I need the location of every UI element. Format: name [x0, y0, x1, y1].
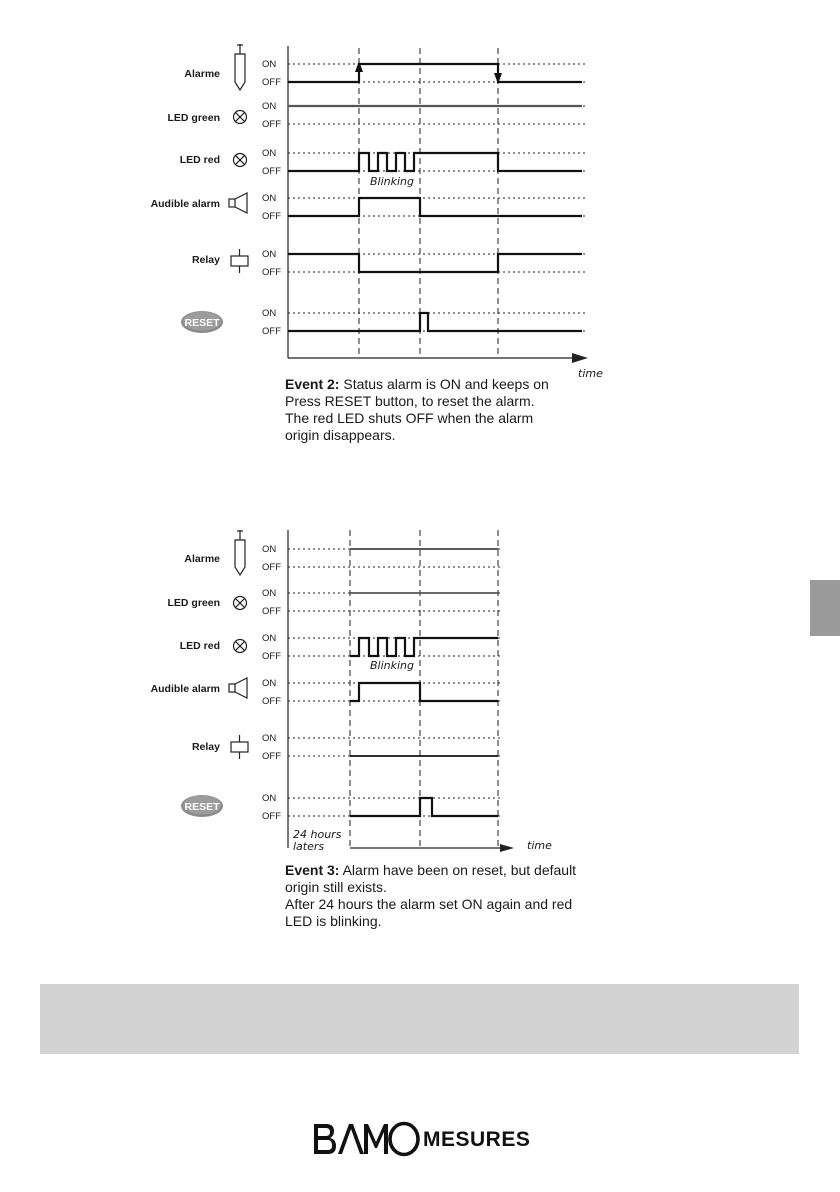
svg-text:ON: ON: [262, 308, 277, 319]
caption-line: origin still exists.: [285, 879, 387, 895]
channel-label-alarme: Alarme: [184, 68, 220, 80]
channel-label-relay: Relay: [191, 254, 220, 266]
channel-label-relay: Relay: [191, 741, 220, 753]
channel-label-audible-alarm: Audible alarm: [150, 683, 220, 695]
blinking-label: Blinking: [370, 659, 415, 672]
svg-text:ON: ON: [262, 793, 277, 804]
channel-label-alarme: Alarme: [184, 553, 220, 565]
svg-text:OFF: OFF: [262, 751, 281, 762]
svg-text:ON: ON: [262, 678, 277, 689]
svg-text:ON: ON: [262, 101, 277, 112]
caption-title: Event 3:: [285, 862, 340, 878]
reset-button-icon: [181, 795, 223, 817]
svg-text:OFF: OFF: [262, 211, 281, 222]
svg-text:OFF: OFF: [262, 326, 281, 337]
caption-line: After 24 hours the alarm set ON again and red: [285, 896, 573, 912]
svg-text:OFF: OFF: [262, 77, 281, 88]
svg-text:OFF: OFF: [262, 651, 281, 662]
caption-line: Press RESET button, to reset the alarm.: [285, 393, 535, 409]
svg-text:ON: ON: [262, 633, 277, 644]
svg-text:ON: ON: [262, 59, 277, 70]
caption-event-3: [285, 862, 605, 930]
caption-line: Alarm have been on reset, but default: [342, 862, 577, 878]
caption-line: origin disappears.: [285, 427, 396, 443]
time-arrow-icon: [500, 844, 514, 852]
channel-label-led-red: LED red: [179, 640, 220, 652]
svg-text:OFF: OFF: [262, 267, 281, 278]
svg-text:OFF: OFF: [262, 562, 281, 573]
svg-text:ON: ON: [262, 544, 277, 555]
bamo-logo: [310, 1120, 530, 1160]
probe-icon: [235, 530, 245, 575]
channel-label-led-red: LED red: [179, 154, 220, 166]
svg-text:ON: ON: [262, 193, 277, 204]
svg-text:ON: ON: [262, 249, 277, 260]
horn-icon: [229, 678, 247, 698]
later-label: 24 hours: [293, 828, 342, 841]
svg-text:ON: ON: [262, 733, 277, 744]
channel-label-led-green: LED green: [167, 112, 220, 124]
caption-line: Status alarm is ON and keeps on: [343, 376, 549, 392]
caption-line: The red LED shuts OFF when the alarm: [285, 410, 534, 426]
caption-title: Event 2:: [285, 376, 340, 392]
reset-button-label: RESET: [184, 801, 220, 813]
svg-text:ON: ON: [262, 588, 277, 599]
channel-label-audible-alarm: Audible alarm: [150, 198, 220, 210]
logo-wordmark: MESURES: [423, 1128, 531, 1151]
svg-text:ON: ON: [262, 148, 277, 159]
later-label: laters: [293, 840, 325, 853]
svg-text:OFF: OFF: [262, 166, 281, 177]
caption-line: LED is blinking.: [285, 913, 382, 929]
signal-audible-alarm: [350, 683, 498, 701]
svg-text:OFF: OFF: [262, 696, 281, 707]
footer-band: [40, 984, 799, 1054]
section-side-tab: [810, 580, 840, 636]
relay-icon: [231, 735, 248, 759]
channel-label-led-green: LED green: [167, 597, 220, 609]
bamo-mark-icon: [310, 1120, 422, 1160]
lamp-icon: [234, 597, 247, 610]
svg-text:OFF: OFF: [262, 606, 281, 617]
svg-text:OFF: OFF: [262, 119, 281, 130]
time-label: time: [527, 839, 552, 852]
signal-reset: [350, 798, 498, 816]
svg-text:OFF: OFF: [262, 811, 281, 822]
reset-button-label: RESET: [184, 317, 220, 329]
signal-led-red: [350, 638, 498, 656]
lamp-icon: [234, 640, 247, 653]
time-label: time: [578, 367, 603, 380]
blinking-label: Blinking: [370, 175, 415, 188]
